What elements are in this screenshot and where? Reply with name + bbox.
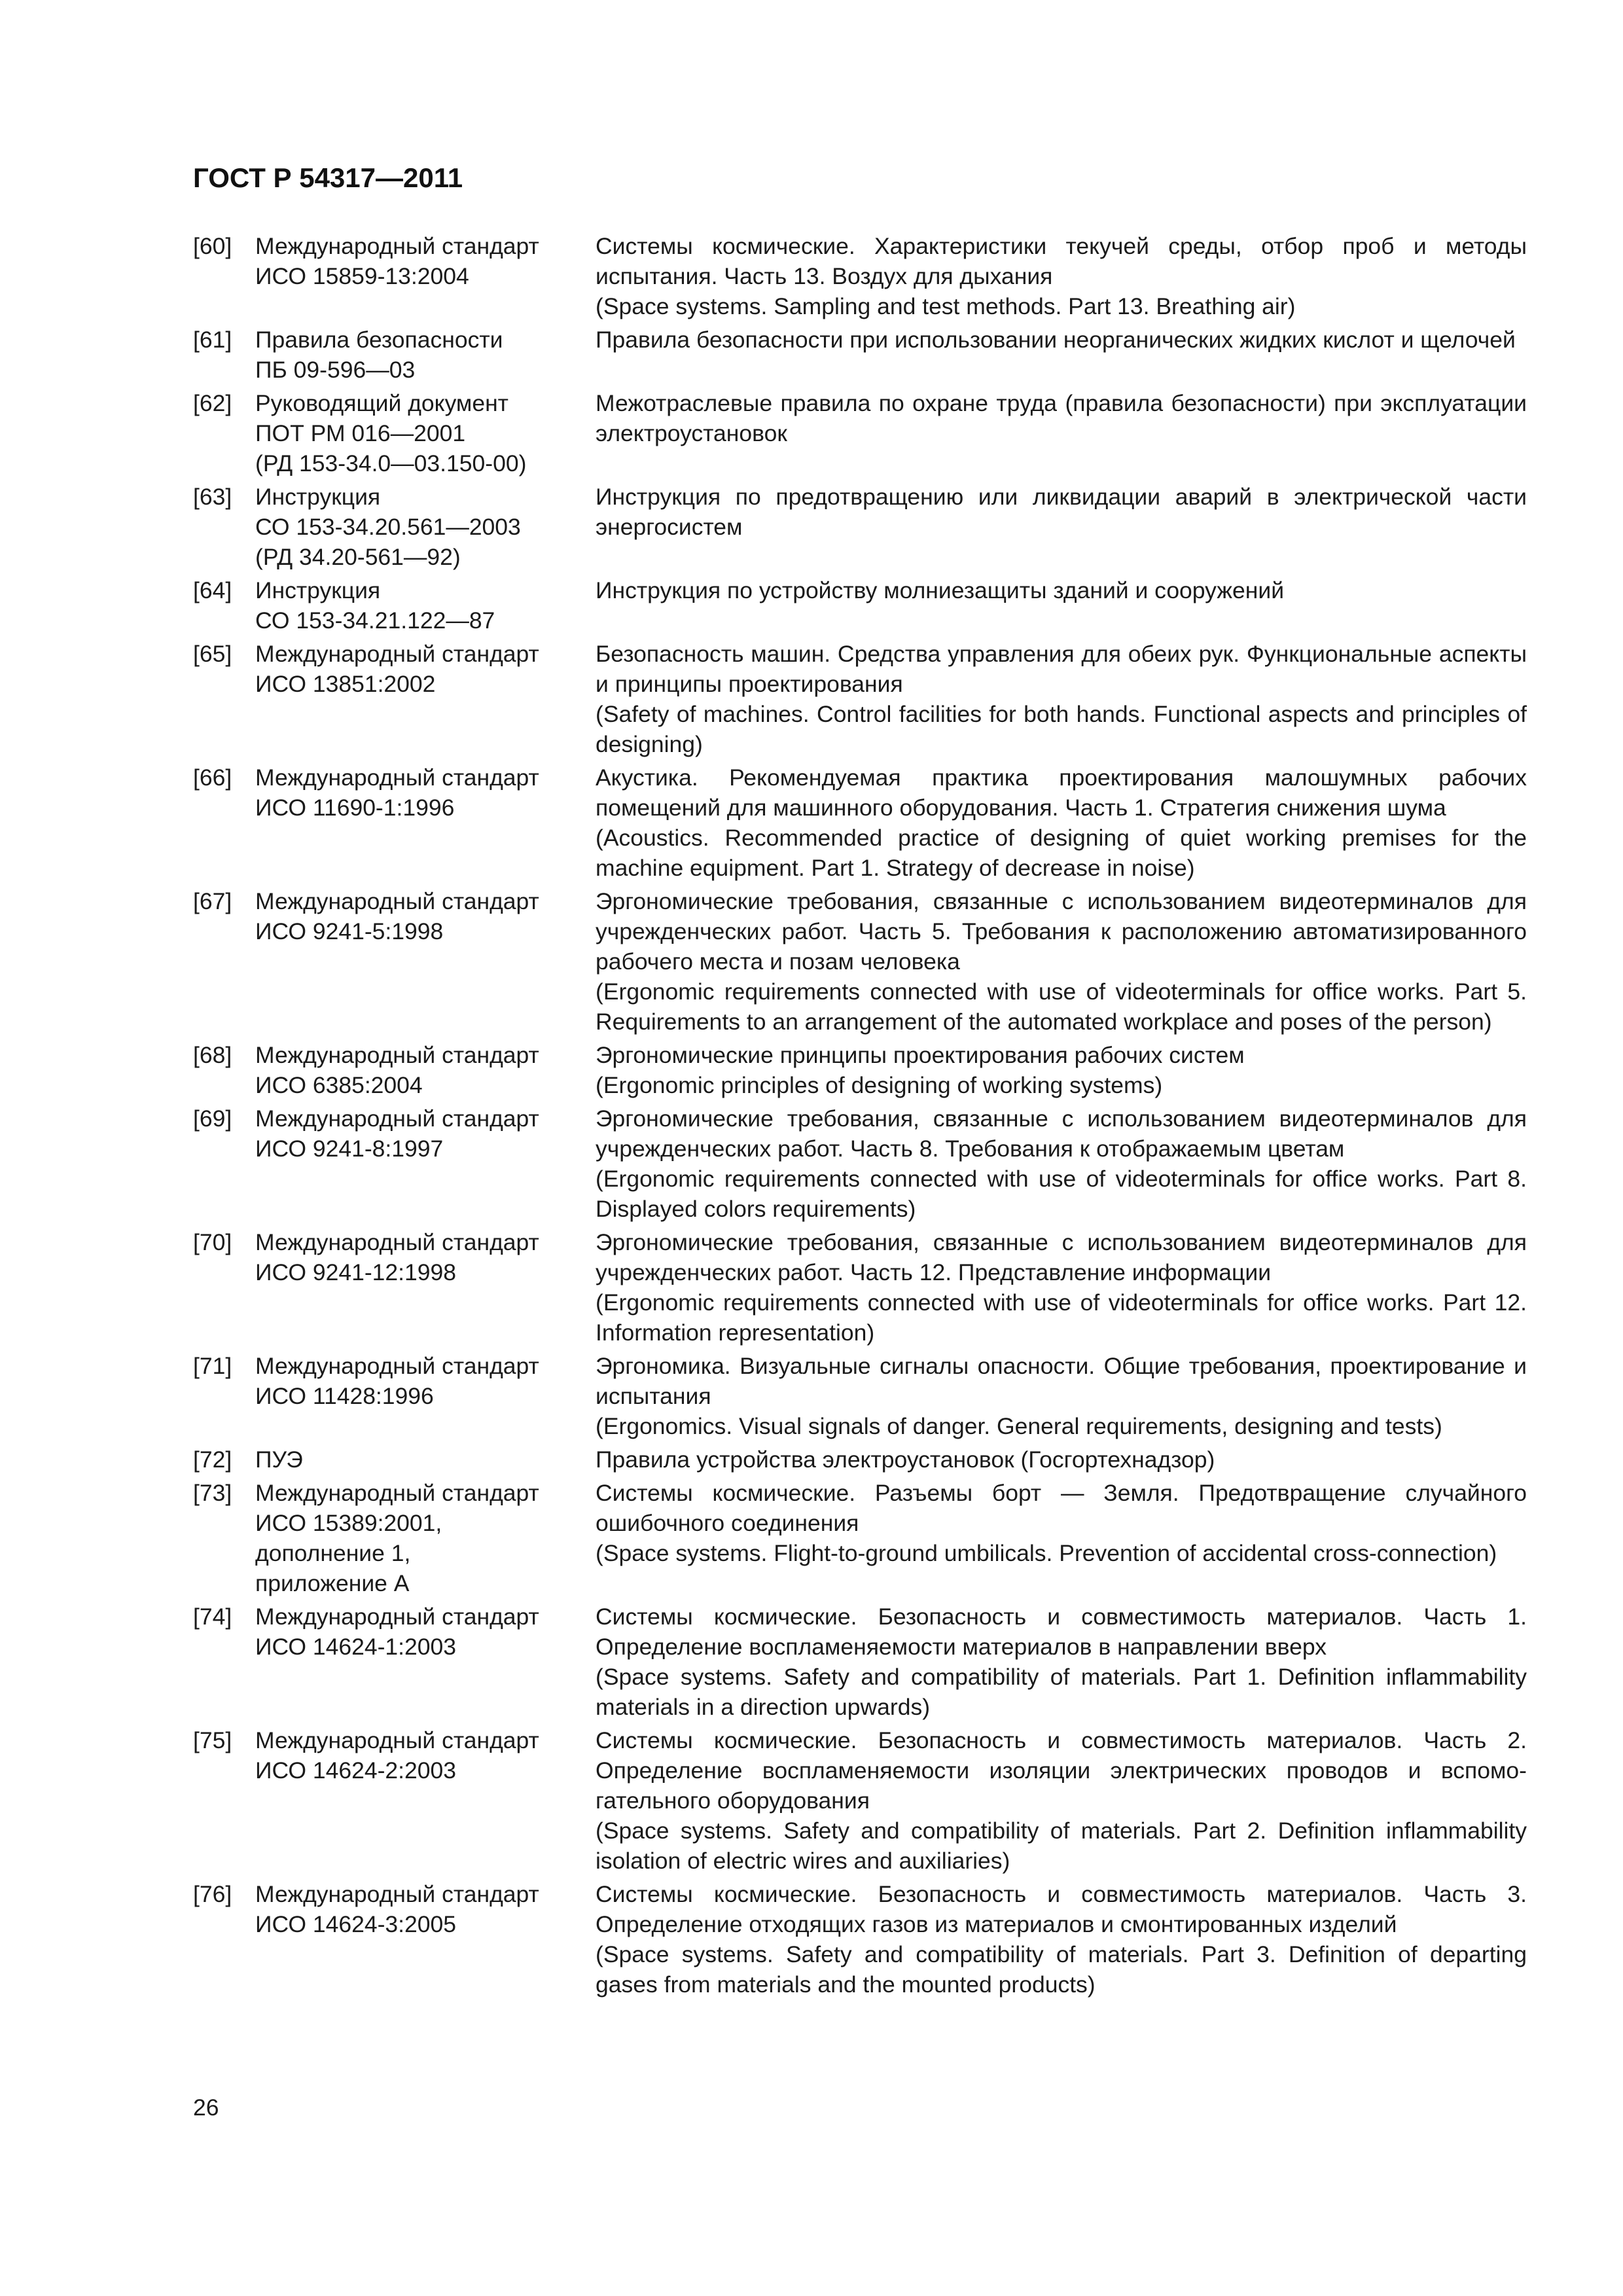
reference-translation: (Ergonomic requirements connected with use of videoterminals for office works. Part 8. Displayed colors requirements) — [596, 1166, 1527, 1222]
reference-document-id: ПУЭ — [255, 1446, 303, 1473]
reference-document-id: Международный стандарт ИСО 11428:1996 — [255, 1353, 539, 1409]
reference-description — [596, 325, 1527, 385]
reference-entry — [193, 886, 1527, 1037]
reference-description — [596, 639, 1527, 759]
reference-title: Правила устройства электроустановок (Госгортехнадзор) — [596, 1446, 1215, 1473]
reference-translation: (Ergonomic requirements connected with use of videoterminals for office works. Part 5. Requirements to an arrangement of the automated workplace and poses of the person) — [596, 978, 1527, 1035]
reference-number: [63] — [193, 484, 232, 510]
reference-number: [73] — [193, 1480, 232, 1506]
reference-document-id: Международный стандарт ИСО 6385:2004 — [255, 1042, 539, 1098]
reference-entry — [193, 388, 1527, 478]
reference-number: [71] — [193, 1353, 232, 1379]
reference-title: Инструкция по устройству молниезащиты зданий и сооружений — [596, 577, 1285, 603]
reference-document-id: Международный стандарт ИСО 13851:2002 — [255, 641, 539, 697]
reference-title: Эргономические требования, связанные с использованием видеотерминалов для учрежденческих работ. Часть 12. Представление информации — [596, 1229, 1527, 1285]
reference-document-id: Инструкция СО 153-34.20.561—2003 (РД 34.20-561—92) — [255, 484, 521, 570]
reference-document-id: Международный стандарт ИСО 9241-5:1998 — [255, 888, 539, 944]
page-number: 26 — [193, 2094, 219, 2121]
reference-translation: (Space systems. Sampling and test methods. Part 13. Breathing air) — [596, 293, 1296, 319]
reference-number: [64] — [193, 577, 232, 603]
reference-document-id: Руководящий документ ПОТ РМ 016—2001 (РД 153-34.0—03.150-00) — [255, 390, 527, 476]
reference-title: Системы космические. Разъемы борт — Земля. Предотвращение случайного ошибочного соединения — [596, 1480, 1527, 1536]
reference-entry — [193, 1602, 1527, 1722]
reference-document-id: Правила безопасности ПБ 09-596—03 — [255, 327, 503, 383]
reference-translation: (Space systems. Safety and compatibility of materials. Part 3. Definition of departing gases from materials and the mounted products) — [596, 1941, 1527, 1998]
reference-document-id: Международный стандарт ИСО 14624-1:2003 — [255, 1604, 539, 1660]
reference-number: [75] — [193, 1727, 232, 1753]
reference-number: [72] — [193, 1446, 232, 1473]
reference-description — [596, 1351, 1527, 1441]
reference-title: Эргономика. Визуальные сигналы опасности. Общие требования, проектирование и испытания — [596, 1353, 1527, 1409]
reference-entry — [193, 1227, 1527, 1348]
reference-entry — [193, 1879, 1527, 2000]
reference-document-id: Международный стандарт ИСО 9241-8:1997 — [255, 1105, 539, 1162]
reference-entry — [193, 762, 1527, 883]
reference-title: Инструкция по предотвращению или ликвидации аварий в электрической части энергосистем — [596, 484, 1527, 540]
reference-translation: (Ergonomic principles of designing of working systems) — [596, 1072, 1163, 1098]
reference-title: Системы космические. Характеристики текучей среды, отбор проб и методы испытания. Часть 13. Воздух для дыхания — [596, 233, 1527, 289]
reference-title: Системы космические. Безопасность и совместимость материалов. Часть 1. Определение воспламеняемости материалов в направлении вверх — [596, 1604, 1527, 1660]
reference-number: [66] — [193, 764, 232, 791]
reference-document-id: Международный стандарт ИСО 11690-1:1996 — [255, 764, 539, 821]
reference-description — [596, 762, 1527, 883]
standard-header: ГОСТ Р 54317—2011 — [193, 162, 463, 193]
reference-translation: (Space systems. Flight-to-ground umbilicals. Prevention of accidental cross-connection) — [596, 1540, 1497, 1566]
reference-entry — [193, 1351, 1527, 1441]
reference-description — [596, 1478, 1527, 1598]
reference-entry — [193, 1725, 1527, 1876]
reference-number: [61] — [193, 327, 232, 353]
reference-translation: (Safety of machines. Control facilities for both hands. Functional aspects and principles of designing) — [596, 701, 1527, 757]
reference-number: [69] — [193, 1105, 232, 1132]
reference-number: [74] — [193, 1604, 232, 1630]
reference-number: [67] — [193, 888, 232, 914]
reference-entry — [193, 1444, 1527, 1475]
reference-list — [193, 231, 1527, 2003]
reference-entry — [193, 482, 1527, 572]
reference-entry — [193, 575, 1527, 636]
reference-description — [596, 1725, 1527, 1876]
reference-number: [70] — [193, 1229, 232, 1255]
reference-description — [596, 231, 1527, 321]
reference-entry — [193, 1103, 1527, 1224]
reference-entry — [193, 231, 1527, 321]
reference-translation: (Ergonomics. Visual signals of danger. General requirements, designing and tests) — [596, 1413, 1442, 1439]
reference-number: [65] — [193, 641, 232, 667]
reference-description — [596, 1227, 1527, 1348]
reference-entry — [193, 639, 1527, 759]
reference-description — [596, 1602, 1527, 1722]
reference-description — [596, 1879, 1527, 2000]
reference-title: Эргономические требования, связанные с использованием видеотерминалов для учрежденческих работ. Часть 5. Требования к расположению автоматизированного рабочего места и позам человека — [596, 888, 1527, 975]
reference-translation: (Space systems. Safety and compatibility of materials. Part 1. Definition inflammability materials in a direction upwards) — [596, 1664, 1527, 1720]
reference-title: Межотраслевые правила по охране труда (правила безопасности) при эксплуатации электроустановок — [596, 390, 1527, 446]
reference-entry — [193, 325, 1527, 385]
reference-number: [62] — [193, 390, 232, 416]
reference-description — [596, 1103, 1527, 1224]
reference-title: Правила безопасности при использовании неорганических жидких кислот и щелочей — [596, 327, 1516, 353]
reference-document-id: Международный стандарт ИСО 15859-13:2004 — [255, 233, 539, 289]
reference-title: Безопасность машин. Средства управления для обеих рук. Функциональные аспекты и принципы проектирования — [596, 641, 1527, 697]
reference-document-id: Международный стандарт ИСО 14624-2:2003 — [255, 1727, 539, 1784]
reference-description — [596, 575, 1527, 636]
reference-title: Эргономические требования, связанные с использованием видеотерминалов для учрежденческих работ. Часть 8. Требования к отображаемым цветам — [596, 1105, 1527, 1162]
reference-entry — [193, 1040, 1527, 1100]
reference-document-id: Международный стандарт ИСО 9241-12:1998 — [255, 1229, 539, 1285]
reference-description — [596, 1040, 1527, 1100]
reference-document-id: Международный стандарт ИСО 15389:2001, дополнение 1, приложение А — [255, 1480, 539, 1596]
reference-title: Системы космические. Безопасность и совместимость материалов. Часть 2. Определение воспламеняемости изоляции электрических проводов и вспомогательного оборудования — [596, 1727, 1527, 1814]
reference-translation: (Ergonomic requirements connected with use of videoterminals for office works. Part 12. Information representation) — [596, 1289, 1527, 1346]
reference-description — [596, 886, 1527, 1037]
reference-description — [596, 1444, 1527, 1475]
reference-document-id: Международный стандарт ИСО 14624-3:2005 — [255, 1881, 539, 1937]
reference-number: [76] — [193, 1881, 232, 1907]
reference-number: [60] — [193, 233, 232, 259]
reference-title: Акустика. Рекомендуемая практика проектирования малошумных рабочих помещений для машинного оборудования. Часть 1. Стратегия снижения шума — [596, 764, 1527, 821]
reference-entry — [193, 1478, 1527, 1598]
reference-translation: (Acoustics. Recommended practice of designing of quiet working premises for the machine equipment. Part 1. Strategy of decrease in noise) — [596, 825, 1527, 881]
reference-number: [68] — [193, 1042, 232, 1068]
reference-title: Эргономические принципы проектирования рабочих систем — [596, 1042, 1245, 1068]
reference-translation: (Space systems. Safety and compatibility of materials. Part 2. Definition inflammability isolation of electric wires and auxiliaries) — [596, 1818, 1527, 1874]
reference-description — [596, 388, 1527, 478]
reference-title: Системы космические. Безопасность и совместимость материалов. Часть 3. Определение отходящих газов из материалов и смонтированных изделий — [596, 1881, 1527, 1937]
reference-document-id: Инструкция СО 153-34.21.122—87 — [255, 577, 495, 634]
reference-description — [596, 482, 1527, 572]
